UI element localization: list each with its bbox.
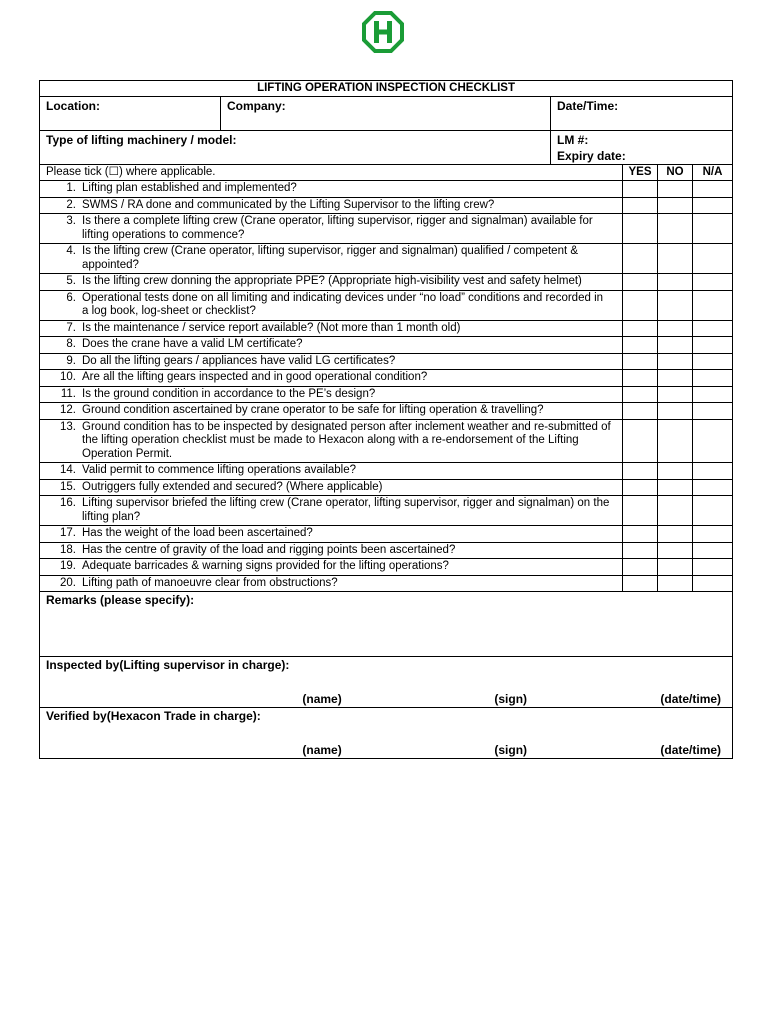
- tick-box-na[interactable]: [693, 542, 733, 559]
- question-text: Are all the lifting gears inspected and in good operational condition?: [82, 371, 428, 383]
- tick-box-yes[interactable]: [623, 197, 658, 214]
- column-na-header: N/A: [693, 165, 733, 181]
- question-cell: [40, 181, 623, 198]
- tick-box-no[interactable]: [658, 274, 693, 291]
- checklist-row: [40, 559, 733, 576]
- tick-box-no[interactable]: [658, 370, 693, 387]
- checklist-questions: [40, 181, 733, 592]
- question-number: 15.: [60, 480, 76, 493]
- question-cell: [40, 274, 623, 291]
- question-number: 6.: [66, 291, 76, 304]
- tick-box-yes[interactable]: [623, 244, 658, 274]
- question-cell: [40, 353, 623, 370]
- checklist-row: [40, 290, 733, 320]
- checklist-row: [40, 542, 733, 559]
- tick-box-no[interactable]: [658, 214, 693, 244]
- checklist-row: [40, 181, 733, 198]
- question-text: Adequate barricades & warning signs provided for the lifting operations?: [82, 560, 449, 572]
- question-cell: [40, 575, 623, 592]
- tick-box-no[interactable]: [658, 320, 693, 337]
- question-number: 8.: [66, 338, 76, 350]
- tick-box-yes[interactable]: [623, 419, 658, 463]
- question-number: 1.: [66, 182, 76, 194]
- location-label: Location:: [46, 99, 100, 113]
- column-no-header: NO: [658, 165, 693, 181]
- tick-box-yes[interactable]: [623, 559, 658, 576]
- tick-box-na[interactable]: [693, 320, 733, 337]
- tick-box-na[interactable]: [693, 337, 733, 354]
- datetime-label: Date/Time:: [557, 99, 619, 113]
- checklist-row: [40, 496, 733, 526]
- checklist-row: [40, 353, 733, 370]
- question-number: 17.: [60, 527, 76, 539]
- question-text: Do all the lifting gears / appliances have valid LG certificates?: [82, 354, 396, 367]
- company-field[interactable]: [221, 97, 551, 131]
- tick-box-yes[interactable]: [623, 320, 658, 337]
- checklist-row: [40, 244, 733, 274]
- question-cell: [40, 386, 623, 403]
- checklist-row: [40, 386, 733, 403]
- question-number: 18.: [60, 543, 76, 556]
- question-text: Does the crane have a valid LM certificate?: [82, 338, 303, 350]
- question-cell: [40, 337, 623, 354]
- inspected-by-section[interactable]: [40, 657, 733, 708]
- lm-expiry-field[interactable]: [551, 131, 733, 165]
- question-cell: [40, 496, 623, 526]
- tick-box-na[interactable]: [693, 274, 733, 291]
- question-text: Outriggers fully extended and secured? (Where applicable): [82, 480, 383, 493]
- checklist-row: [40, 403, 733, 420]
- tick-box-yes[interactable]: [623, 479, 658, 496]
- checklist-row: [40, 214, 733, 244]
- inspected-sign-label: (sign): [494, 692, 528, 706]
- machinery-field[interactable]: [40, 131, 551, 165]
- question-cell: [40, 479, 623, 496]
- tick-box-yes[interactable]: [623, 214, 658, 244]
- tick-box-yes[interactable]: [623, 370, 658, 387]
- tick-box-no[interactable]: [658, 526, 693, 543]
- tick-box-no[interactable]: [658, 197, 693, 214]
- question-text: Is there a complete lifting crew (Crane operator, lifting supervisor, rigger and signalman) available for lifting operations to commence?: [82, 215, 593, 241]
- tick-box-no[interactable]: [658, 419, 693, 463]
- tick-box-na[interactable]: [693, 403, 733, 420]
- checklist-row: [40, 575, 733, 592]
- tick-box-na[interactable]: [693, 463, 733, 480]
- question-cell: [40, 370, 623, 387]
- question-text: Lifting supervisor briefed the lifting crew (Crane operator, lifting supervisor, rigger and signalman) on the lifting plan?: [82, 497, 610, 523]
- inspected-name-label: (name): [302, 692, 342, 706]
- lm-number-label: LM #:: [557, 133, 589, 147]
- column-yes-header: YES: [623, 165, 658, 181]
- expiry-date-label: Expiry date:: [557, 149, 626, 163]
- tick-box-no[interactable]: [658, 386, 693, 403]
- verified-by-section[interactable]: [40, 708, 733, 759]
- question-number: 11.: [60, 387, 76, 400]
- checklist-row: [40, 337, 733, 354]
- question-text: Ground condition ascertained by crane operator to be safe for lifting operation & travelling?: [82, 404, 544, 416]
- location-field[interactable]: [40, 97, 221, 131]
- tick-box-no[interactable]: [658, 575, 693, 592]
- company-logo-icon: [362, 11, 404, 53]
- tick-box-no[interactable]: [658, 559, 693, 576]
- question-text: Is the lifting crew donning the appropriate PPE? (Appropriate high-visibility vest and safety helmet): [82, 275, 582, 287]
- question-cell: [40, 542, 623, 559]
- tick-box-no[interactable]: [658, 463, 693, 480]
- remarks-field[interactable]: [40, 592, 733, 657]
- question-text: Is the maintenance / service report available? (Not more than 1 month old): [82, 321, 461, 334]
- verified-datetime-label: (date/time): [660, 743, 722, 757]
- tick-box-na[interactable]: [693, 353, 733, 370]
- question-text: Valid permit to commence lifting operations available?: [82, 464, 357, 476]
- question-number: 9.: [66, 354, 76, 367]
- tick-box-no[interactable]: [658, 479, 693, 496]
- question-cell: [40, 320, 623, 337]
- question-number: 16.: [60, 497, 76, 509]
- checklist-row: [40, 463, 733, 480]
- machinery-label: Type of lifting machinery / model:: [46, 133, 237, 147]
- tick-box-yes[interactable]: [623, 181, 658, 198]
- question-text: Lifting plan established and implemented?: [82, 182, 297, 194]
- tick-box-yes[interactable]: [623, 463, 658, 480]
- question-cell: [40, 197, 623, 214]
- tick-box-yes[interactable]: [623, 542, 658, 559]
- tick-box-yes[interactable]: [623, 575, 658, 592]
- tick-box-yes[interactable]: [623, 353, 658, 370]
- tick-box-yes[interactable]: [623, 337, 658, 354]
- tick-box-yes[interactable]: [623, 274, 658, 291]
- tick-box-na[interactable]: [693, 214, 733, 244]
- checklist-row: [40, 274, 733, 291]
- question-cell: [40, 463, 623, 480]
- tick-box-na[interactable]: [693, 559, 733, 576]
- datetime-field[interactable]: [551, 97, 733, 131]
- question-cell: [40, 419, 623, 463]
- tick-box-na[interactable]: [693, 479, 733, 496]
- checklist-row: [40, 320, 733, 337]
- checklist-row: [40, 370, 733, 387]
- question-cell: [40, 403, 623, 420]
- verified-by-label: Verified by(Hexacon Trade in charge):: [46, 709, 261, 723]
- tick-box-na[interactable]: [693, 181, 733, 198]
- tick-box-yes[interactable]: [623, 290, 658, 320]
- tick-box-yes[interactable]: [623, 386, 658, 403]
- tick-box-na[interactable]: [693, 419, 733, 463]
- question-text: Lifting path of manoeuvre clear from obstructions?: [82, 576, 338, 589]
- checklist-row: [40, 526, 733, 543]
- tick-box-no[interactable]: [658, 542, 693, 559]
- inspected-datetime-label: (date/time): [660, 692, 722, 706]
- tick-box-no[interactable]: [658, 290, 693, 320]
- verified-name-label: (name): [302, 743, 342, 757]
- tick-box-na[interactable]: [693, 244, 733, 274]
- tick-box-na[interactable]: [693, 290, 733, 320]
- tick-box-na[interactable]: [693, 526, 733, 543]
- checklist-row: [40, 419, 733, 463]
- tick-box-no[interactable]: [658, 353, 693, 370]
- tick-box-na[interactable]: [693, 197, 733, 214]
- question-number: 7.: [66, 321, 76, 334]
- question-number: 10.: [60, 371, 76, 383]
- remarks-label: Remarks (please specify):: [46, 593, 195, 607]
- verified-sign-label: (sign): [494, 743, 528, 757]
- tick-box-na[interactable]: [693, 370, 733, 387]
- inspected-by-label: Inspected by(Lifting supervisor in charge):: [46, 658, 290, 672]
- question-text: Has the centre of gravity of the load and rigging points been ascertained?: [82, 543, 456, 556]
- question-number: 19.: [60, 560, 76, 572]
- tick-box-na[interactable]: [693, 575, 733, 592]
- question-text: Is the ground condition in accordance to the PE’s design?: [82, 387, 376, 400]
- inspection-checklist-form: [39, 80, 733, 759]
- question-number: 5.: [66, 275, 76, 287]
- tick-box-na[interactable]: [693, 496, 733, 526]
- question-cell: [40, 526, 623, 543]
- question-number: 20.: [60, 576, 76, 589]
- question-text: Ground condition has to be inspected by designated person after inclement weather and re-submitted of the lifting operation checklist must be made to Hexacon along with a re-endorsement of the Lifting Operation Permit.: [82, 420, 611, 460]
- question-number: 14.: [60, 464, 76, 476]
- question-cell: [40, 244, 623, 274]
- tick-box-no[interactable]: [658, 337, 693, 354]
- checklist-row: [40, 479, 733, 496]
- form-title: LIFTING OPERATION INSPECTION CHECKLIST: [40, 81, 733, 97]
- question-cell: [40, 559, 623, 576]
- tick-box-yes[interactable]: [623, 526, 658, 543]
- question-number: 2.: [66, 198, 76, 211]
- tick-box-no[interactable]: [658, 403, 693, 420]
- question-text: Is the lifting crew (Crane operator, lifting supervisor, rigger and signalman) qualified / competent & appointed?: [82, 245, 579, 271]
- checklist-row: [40, 197, 733, 214]
- tick-box-yes[interactable]: [623, 496, 658, 526]
- tick-box-no[interactable]: [658, 181, 693, 198]
- question-number: 12.: [60, 404, 76, 416]
- tick-instruction: Please tick (☐) where applicable.: [40, 165, 623, 181]
- company-label: Company:: [227, 99, 286, 113]
- question-text: Operational tests done on all limiting and indicating devices under “no load” conditions and recorded in a log book, log-sheet or checklist?: [82, 291, 604, 317]
- question-cell: [40, 290, 623, 320]
- question-text: Has the weight of the load been ascertained?: [82, 527, 313, 539]
- tick-box-yes[interactable]: [623, 403, 658, 420]
- tick-box-no[interactable]: [658, 244, 693, 274]
- question-number: 13.: [60, 420, 76, 433]
- question-text: SWMS / RA done and communicated by the Lifting Supervisor to the lifting crew?: [82, 198, 495, 211]
- question-number: 3.: [66, 215, 76, 227]
- tick-box-na[interactable]: [693, 386, 733, 403]
- question-cell: [40, 214, 623, 244]
- tick-box-no[interactable]: [658, 496, 693, 526]
- question-number: 4.: [66, 245, 76, 257]
